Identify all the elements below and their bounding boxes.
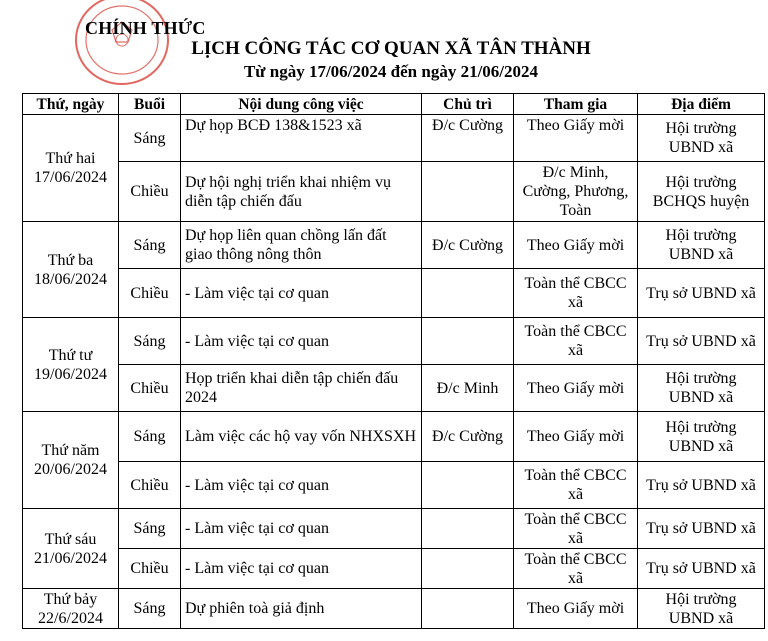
participants-cell-text: Toàn thể CBCC xã bbox=[524, 550, 627, 587]
chair-cell-text: Đ/c Minh bbox=[436, 379, 499, 397]
content-cell-text: - Làm việc tại cơ quan bbox=[185, 284, 329, 302]
chair-cell bbox=[422, 462, 514, 509]
chair-cell bbox=[422, 549, 514, 589]
session-cell bbox=[119, 162, 181, 222]
location-cell bbox=[638, 222, 765, 269]
table-row bbox=[23, 365, 765, 412]
table-row bbox=[23, 462, 765, 509]
day-cell bbox=[23, 412, 119, 509]
location-cell bbox=[638, 589, 765, 629]
day-name: Thứ năm bbox=[41, 442, 100, 459]
chair-cell bbox=[422, 115, 514, 162]
table-row bbox=[23, 269, 765, 318]
day-date: 19/06/2024 bbox=[34, 365, 107, 383]
column-header-content: Nội dung công việc bbox=[181, 94, 422, 115]
day-cell bbox=[23, 222, 119, 318]
location-cell bbox=[638, 269, 765, 318]
page-title: LỊCH CÔNG TÁC CƠ QUAN XÃ TÂN THÀNH bbox=[191, 38, 591, 59]
official-label: CHÍNH THỨC bbox=[85, 18, 206, 38]
participants-cell-text: Toàn thể CBCC xã bbox=[524, 275, 627, 311]
content-cell-text: Dự họp liên quan chồng lấn đất giao thông nông thôn bbox=[185, 227, 387, 263]
participants-cell bbox=[514, 365, 638, 412]
participants-cell bbox=[514, 589, 638, 629]
participants-cell-text: Theo Giấy mời bbox=[526, 428, 625, 445]
participants-cell bbox=[514, 318, 638, 365]
participants-cell bbox=[514, 162, 638, 222]
day-cell bbox=[23, 589, 119, 629]
session-cell bbox=[119, 549, 181, 589]
chair-cell bbox=[422, 269, 514, 318]
table-row bbox=[23, 162, 765, 222]
participants-cell bbox=[514, 412, 638, 462]
location-cell-text: Trụ sở UBND xã bbox=[646, 284, 756, 302]
session-cell bbox=[119, 589, 181, 629]
location-cell bbox=[638, 318, 765, 365]
session-cell-text: Sáng bbox=[133, 332, 166, 350]
location-cell-text: Hội trường UBND xã bbox=[665, 227, 737, 263]
location-cell-text: Hội trường BCHQS huyện bbox=[652, 173, 750, 210]
day-cell bbox=[23, 318, 119, 412]
session-cell-text: Sáng bbox=[133, 520, 166, 537]
table-row bbox=[23, 412, 765, 462]
content-cell bbox=[181, 269, 422, 318]
participants-cell bbox=[514, 222, 638, 269]
day-name: Thứ sáu bbox=[44, 530, 97, 548]
day-date: 17/06/2024 bbox=[34, 169, 107, 186]
location-cell bbox=[638, 162, 765, 222]
session-cell bbox=[119, 509, 181, 549]
participants-cell-text: Theo Giấy mời bbox=[526, 117, 625, 134]
location-cell bbox=[638, 509, 765, 549]
location-cell-text: Trụ sở UBND xã bbox=[646, 476, 756, 494]
column-header-location: Địa điểm bbox=[638, 94, 765, 115]
chair-cell-text: Đ/c Cường bbox=[432, 117, 503, 134]
session-cell bbox=[119, 365, 181, 412]
content-cell-text: - Làm việc tại cơ quan bbox=[185, 520, 329, 537]
column-header-chair: Chủ trì bbox=[422, 94, 514, 115]
column-header-participants: Tham gia bbox=[514, 94, 638, 115]
day-date: 20/06/2024 bbox=[34, 461, 107, 478]
participants-cell bbox=[514, 509, 638, 549]
content-cell-text: - Làm việc tại cơ quan bbox=[185, 332, 329, 350]
participants-cell-text: Toàn thể CBCC xã bbox=[524, 323, 627, 359]
schedule-table bbox=[22, 93, 765, 629]
column-header-day: Thứ, ngày bbox=[23, 94, 119, 115]
location-cell-text: Hội trường UBND xã bbox=[665, 120, 737, 156]
session-cell bbox=[119, 412, 181, 462]
session-cell-text: Chiều bbox=[130, 183, 169, 200]
table-row bbox=[23, 589, 765, 629]
location-cell bbox=[638, 549, 765, 589]
participants-cell-text: Đ/c Minh, Cường, Phương, Toàn bbox=[522, 164, 629, 219]
table-row bbox=[23, 549, 765, 589]
day-name: Thứ tư bbox=[48, 346, 93, 364]
session-cell-text: Chiều bbox=[130, 379, 169, 397]
day-name: Thứ ba bbox=[47, 251, 94, 269]
table-header-row bbox=[23, 94, 765, 115]
location-cell bbox=[638, 462, 765, 509]
content-cell bbox=[181, 365, 422, 412]
chair-cell bbox=[422, 365, 514, 412]
participants-cell-text: Theo Giấy mời bbox=[526, 600, 625, 617]
content-cell-text: Làm việc các hộ vay vốn NHXSXH bbox=[185, 428, 417, 445]
participants-cell bbox=[514, 115, 638, 162]
session-cell-text: Chiều bbox=[130, 476, 169, 494]
column-header-session: Buổi bbox=[119, 94, 181, 115]
day-date: 21/06/2024 bbox=[34, 549, 107, 567]
day-cell bbox=[23, 115, 119, 222]
table-row bbox=[23, 222, 765, 269]
location-cell-text: Hội trường UBND xã bbox=[665, 590, 737, 627]
location-cell bbox=[638, 365, 765, 412]
content-cell bbox=[181, 412, 422, 462]
chair-cell bbox=[422, 318, 514, 365]
chair-cell-text: Đ/c Cường bbox=[432, 236, 503, 254]
day-name: Thứ hai bbox=[45, 150, 96, 167]
session-cell bbox=[119, 115, 181, 162]
content-cell-text: Họp triển khai diễn tập chiến đấu 2024 bbox=[185, 370, 399, 406]
chair-cell bbox=[422, 222, 514, 269]
day-cell bbox=[23, 509, 119, 589]
table-row bbox=[23, 115, 765, 162]
session-cell-text: Chiều bbox=[130, 560, 169, 577]
session-cell bbox=[119, 318, 181, 365]
participants-cell bbox=[514, 549, 638, 589]
location-cell-text: Hội trường UBND xã bbox=[665, 370, 737, 406]
participants-cell-text: Theo Giấy mời bbox=[526, 236, 625, 254]
table-row bbox=[23, 318, 765, 365]
location-cell-text: Hội trường UBND xã bbox=[665, 418, 737, 455]
participants-cell-text: Toàn thể CBCC xã bbox=[524, 467, 627, 503]
content-cell bbox=[181, 462, 422, 509]
chair-cell-text: Đ/c Cường bbox=[432, 428, 503, 445]
participants-cell bbox=[514, 269, 638, 318]
content-cell-text: Dự hội nghị triển khai nhiệm vụ diễn tập chiến đấu bbox=[185, 173, 391, 210]
participants-cell-text: Theo Giấy mời bbox=[526, 379, 625, 397]
content-cell-text: - Làm việc tại cơ quan bbox=[185, 560, 329, 577]
session-cell-text: Sáng bbox=[133, 129, 166, 147]
session-cell bbox=[119, 269, 181, 318]
session-cell-text: Sáng bbox=[133, 236, 166, 254]
content-cell bbox=[181, 162, 422, 222]
page-subtitle: Từ ngày 17/06/2024 đến ngày 21/06/2024 bbox=[243, 62, 539, 81]
chair-cell bbox=[422, 509, 514, 549]
content-cell bbox=[181, 509, 422, 549]
session-cell bbox=[119, 222, 181, 269]
location-cell-text: Trụ sở UBND xã bbox=[646, 560, 756, 577]
day-date: 22/6/2024 bbox=[38, 609, 103, 627]
session-cell-text: Chiều bbox=[130, 284, 169, 302]
location-cell bbox=[638, 412, 765, 462]
location-cell-text: Trụ sở UBND xã bbox=[646, 520, 756, 537]
content-cell-text: Dự họp BCĐ 138&1523 xã bbox=[185, 117, 362, 134]
content-cell-text: Dự phiên toà giả định bbox=[185, 600, 325, 617]
day-name: Thứ bảy bbox=[43, 590, 98, 608]
content-cell bbox=[181, 549, 422, 589]
content-cell bbox=[181, 589, 422, 629]
content-cell bbox=[181, 222, 422, 269]
content-cell bbox=[181, 115, 422, 162]
session-cell-text: Sáng bbox=[133, 428, 166, 445]
chair-cell bbox=[422, 412, 514, 462]
location-cell bbox=[638, 115, 765, 162]
day-date: 18/06/2024 bbox=[34, 270, 107, 288]
location-cell-text: Trụ sở UBND xã bbox=[646, 332, 756, 350]
session-cell bbox=[119, 462, 181, 509]
chair-cell bbox=[422, 162, 514, 222]
participants-cell bbox=[514, 462, 638, 509]
table-row bbox=[23, 509, 765, 549]
participants-cell-text: Toàn thể CBCC xã bbox=[524, 510, 627, 547]
content-cell-text: - Làm việc tại cơ quan bbox=[185, 476, 329, 494]
session-cell-text: Sáng bbox=[133, 600, 166, 617]
content-cell bbox=[181, 318, 422, 365]
chair-cell bbox=[422, 589, 514, 629]
